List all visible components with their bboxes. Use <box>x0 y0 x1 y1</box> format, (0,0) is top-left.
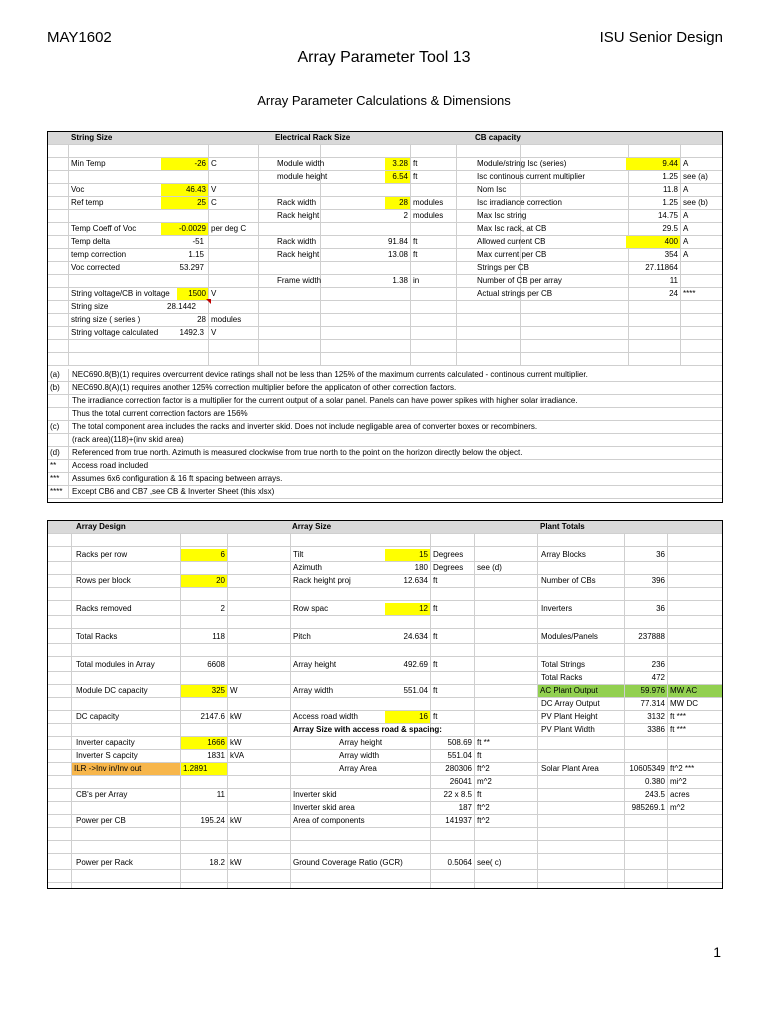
string-voltage-calc-value: 1492.3 <box>179 328 204 337</box>
plant-total-racks-label: Total Racks <box>541 673 583 682</box>
max-isc-string-value: 14.75 <box>657 211 678 220</box>
array-height-road-label: Array height <box>339 738 383 747</box>
isc-series-unit: A <box>683 159 689 168</box>
page-subtitle: Array Parameter Calculations & Dimensions <box>257 93 511 108</box>
string-voltage-cb-value[interactable]: 1500 <box>177 288 208 300</box>
pv-plant-width-label: PV Plant Width <box>541 725 595 734</box>
inverter-skid-label: Inverter skid <box>293 790 337 799</box>
inverter-capacity-unit: kW <box>230 738 242 747</box>
power-per-rack-label: Power per Rack <box>76 858 133 867</box>
temp-coeff-unit: per deg C <box>211 224 247 233</box>
nom-isc-unit: A <box>683 185 689 194</box>
voc-corrected-value: 53.297 <box>179 263 204 272</box>
note-key: (a) <box>50 370 60 379</box>
array-design-header: Array Design <box>76 522 126 531</box>
pv-plant-width-unit: ft *** <box>670 725 687 734</box>
sheet1-header-row <box>48 132 722 145</box>
inverter-skid-value: 22 x 8.5 <box>443 790 472 799</box>
pitch-value: 24.634 <box>403 632 428 641</box>
header-right: ISU Senior Design <box>599 29 723 46</box>
tilt-value[interactable]: 15 <box>385 549 430 561</box>
array-height-road-value: 508.69 <box>447 738 472 747</box>
array-height-road-unit: ft ** <box>477 738 490 747</box>
allowed-current-label: Allowed current CB <box>477 237 546 246</box>
solar-plant-area-m2-unit: m^2 <box>670 803 685 812</box>
string-size-series-unit: modules <box>211 315 242 324</box>
min-temp-label: Min Temp <box>71 159 106 168</box>
rack-width-ft-unit: ft <box>413 237 418 246</box>
min-temp-unit: C <box>211 159 217 168</box>
row-spacing-unit: ft <box>433 604 438 613</box>
actual-strings-cb-value: 24 <box>669 289 678 298</box>
ref-temp-unit: C <box>211 198 217 207</box>
note-text: The total component area includes the racks and inverter skid. Does not include negligable area of converter boxes or recombiners. <box>72 422 538 431</box>
azimuth-note: see (d) <box>477 563 502 572</box>
solar-plant-area-m2-value: 985269.1 <box>631 803 665 812</box>
gcr-note: see( c) <box>477 858 502 867</box>
isc-irradiance-label: Isc irradiance correction <box>477 198 562 207</box>
module-dc-capacity-label: Module DC capacity <box>76 686 148 695</box>
string-voltage-cb-label: String voltage/CB in voltage <box>71 289 170 298</box>
note-key: ** <box>50 461 57 470</box>
pv-plant-height-unit: ft *** <box>670 712 687 721</box>
solar-plant-area-acres-unit: acres <box>670 790 690 799</box>
note-text: Except CB6 and CB7 ,see CB & Inverter Sheet (this xlsx) <box>72 487 275 496</box>
rack-width-ft-label: Rack width <box>277 237 317 246</box>
rack-height-proj-label: Rack height proj <box>293 576 351 585</box>
dc-capacity-unit: kW <box>230 712 242 721</box>
max-isc-string-label: Max Isc string <box>477 211 527 220</box>
voc-label: Voc <box>71 185 85 194</box>
string-voltage-cb-unit: V <box>211 289 217 298</box>
voc-unit: V <box>211 185 217 194</box>
note-row <box>48 369 722 382</box>
note-text: The irradiance correction factor is a multiplier for the current output of a solar panel. Panels can have power spikes with higher solar irradiance. <box>72 396 578 405</box>
inverter-s-capacity-label: Inverter S capcity <box>76 751 138 760</box>
row-spacing-value[interactable]: 12 <box>385 603 430 615</box>
array-height-value: 492.69 <box>403 660 428 669</box>
rack-height-proj-unit: ft <box>433 576 438 585</box>
array-size-header: Array Size <box>292 522 332 531</box>
string-voltage-calc-label: String voltage calculated <box>71 328 159 337</box>
note-key: **** <box>50 487 63 496</box>
module-height-label: module height <box>277 172 328 181</box>
rack-height-ft-label: Rack height <box>277 250 320 259</box>
temp-correction-label: temp correction <box>71 250 127 259</box>
array-area-m2-value: 26041 <box>449 777 472 786</box>
total-modules-label: Total modules in Array <box>76 660 155 669</box>
inverter-s-capacity-unit: kVA <box>230 751 245 760</box>
inverters-label: Inverters <box>541 604 573 613</box>
max-current-cb-value: 354 <box>664 250 678 259</box>
total-strings-label: Total Strings <box>541 660 586 669</box>
number-of-cbs-label: Number of CBs <box>541 576 596 585</box>
temp-coeff-label: Temp Coeff of Voc <box>71 224 137 233</box>
rack-height-modules-unit: modules <box>413 211 444 220</box>
solar-plant-area-acres-value: 243.5 <box>644 790 665 799</box>
dc-array-output-value: 77.314 <box>640 699 665 708</box>
module-width-label: Module width <box>277 159 325 168</box>
isc-multiplier-note: see (a) <box>683 172 708 181</box>
total-racks-label: Total Racks <box>76 632 118 641</box>
racks-per-row-label: Racks per row <box>76 550 128 559</box>
power-per-rack-unit: kW <box>230 858 242 867</box>
access-road-width-value[interactable]: 16 <box>385 711 430 723</box>
solar-plant-area-label: Solar Plant Area <box>541 764 599 773</box>
area-of-components-unit: ft^2 <box>477 816 490 825</box>
access-road-width-label: Access road width <box>293 712 358 721</box>
isc-multiplier-label: Isc continous current multiplier <box>477 172 586 181</box>
inverter-capacity-value[interactable]: 1666 <box>181 737 227 749</box>
solar-plant-area-unit: ft^2 *** <box>670 764 695 773</box>
isc-series-value[interactable]: 9.44 <box>626 158 680 170</box>
array-width-road-value: 551.04 <box>447 751 472 760</box>
sheet2-header-row <box>48 521 722 534</box>
note-text: Access road included <box>72 461 149 470</box>
nom-isc-label: Nom Isc <box>477 185 507 194</box>
inverter-skid-area-value: 187 <box>458 803 472 812</box>
note-row <box>48 460 722 473</box>
array-blocks-value: 36 <box>656 550 665 559</box>
solar-plant-area-value: 10605349 <box>629 764 665 773</box>
voc-corrected-label: Voc corrected <box>71 263 120 272</box>
rack-width-modules-label: Rack width <box>277 198 317 207</box>
isc-irradiance-note: see (b) <box>683 198 708 207</box>
allowed-current-unit: A <box>683 237 689 246</box>
array-width-road-label: Array width <box>339 751 380 760</box>
azimuth-unit: Degrees <box>433 563 464 572</box>
gcr-value: 0.5064 <box>447 858 472 867</box>
string-size-label: String size <box>71 302 109 311</box>
power-per-cb-label: Power per CB <box>76 816 126 825</box>
plant-totals-header: Plant Totals <box>540 522 585 531</box>
temp-delta-label: Temp delta <box>71 237 111 246</box>
module-dc-capacity-value[interactable]: 325 <box>181 685 227 697</box>
note-row <box>48 473 722 486</box>
access-road-width-unit: ft <box>433 712 438 721</box>
cbs-per-array-value: 11 <box>216 790 225 799</box>
inverters-value: 36 <box>656 604 665 613</box>
pv-plant-width-value: 3386 <box>647 725 665 734</box>
array-width-unit: ft <box>433 686 438 695</box>
note-row <box>48 421 722 434</box>
power-per-rack-value: 18.2 <box>209 858 225 867</box>
nom-isc-value: 11.8 <box>663 185 678 194</box>
rack-width-ft-value: 91.84 <box>387 237 408 246</box>
note-row <box>48 408 722 421</box>
note-row <box>48 382 722 395</box>
rows-per-block-label: Rows per block <box>76 576 131 585</box>
ref-temp-value[interactable]: 25 <box>161 197 208 209</box>
array-width-value: 551.04 <box>403 686 428 695</box>
isc-multiplier-value: 1.25 <box>662 172 678 181</box>
total-racks-value: 118 <box>212 632 225 641</box>
voc-value[interactable]: 46.43 <box>161 184 208 196</box>
azimuth-label: Azimuth <box>293 563 322 572</box>
array-area-value: 280306 <box>445 764 472 773</box>
max-isc-rack-label: Max Isc rack, at CB <box>477 224 547 233</box>
ac-plant-output-label: AC Plant Output <box>538 685 624 697</box>
area-of-components-value: 141937 <box>445 816 472 825</box>
row-spacing-label: Row spac <box>293 604 329 613</box>
inverter-capacity-label: Inverter capacity <box>76 738 135 747</box>
racks-per-row-value[interactable]: 6 <box>181 549 227 561</box>
rack-width-modules-unit: modules <box>413 198 444 207</box>
note-key: (d) <box>50 448 60 457</box>
note-text: (rack area)(118)+(inv skid area) <box>72 435 184 444</box>
string-size-series-value: 28 <box>197 315 206 324</box>
array-height-label: Array height <box>293 660 337 669</box>
module-width-value[interactable]: 3.28 <box>385 158 410 170</box>
temp-correction-value: 1.15 <box>188 250 204 259</box>
note-text: Thus the total current correction factors are 156% <box>72 409 248 418</box>
note-key <box>48 408 70 420</box>
rack-width-modules-value[interactable]: 28 <box>385 197 410 209</box>
inverter-skid-unit: ft <box>477 790 482 799</box>
note-row <box>48 486 722 499</box>
module-height-unit: ft <box>413 172 418 181</box>
temp-delta-value: -51 <box>192 237 204 246</box>
inverter-s-capacity-value: 1831 <box>207 751 225 760</box>
number-of-cbs-value: 396 <box>651 576 665 585</box>
pv-plant-height-label: PV Plant Height <box>541 712 598 721</box>
page-title: Array Parameter Tool 13 <box>297 49 471 66</box>
array-width-road-unit: ft <box>477 751 482 760</box>
power-per-cb-value: 195.24 <box>200 816 225 825</box>
module-height-value[interactable]: 6.54 <box>385 171 410 183</box>
rows-per-block-value[interactable]: 20 <box>181 575 227 587</box>
array-area-label: Array Area <box>339 764 377 773</box>
cb-capacity-header: CB capacity <box>475 133 521 142</box>
racks-removed-value: 2 <box>220 604 225 613</box>
string-voltage-calc-unit: V <box>211 328 217 337</box>
ilr-value: 1.2891 <box>181 763 227 775</box>
inverter-skid-area-unit: ft^2 <box>477 803 490 812</box>
tilt-label: Tilt <box>293 550 304 559</box>
ac-plant-output-unit: MW AC <box>668 685 722 697</box>
note-row <box>48 447 722 460</box>
max-isc-rack-unit: A <box>683 224 689 233</box>
header-left: MAY1602 <box>47 29 112 46</box>
note-key: (c) <box>50 422 60 431</box>
ilr-label: ILR ->Inv in/Inv out <box>72 763 180 775</box>
array-blocks-label: Array Blocks <box>541 550 586 559</box>
array-area-m2-unit: m^2 <box>477 777 492 786</box>
rack-height-ft-unit: ft <box>413 250 418 259</box>
max-isc-string-unit: A <box>683 211 689 220</box>
pv-plant-height-value: 3132 <box>647 712 665 721</box>
total-modules-value: 6608 <box>207 660 225 669</box>
frame-width-value: 1.38 <box>392 276 408 285</box>
pitch-unit: ft <box>433 632 438 641</box>
inverter-skid-area-label: Inverter skid area <box>293 803 355 812</box>
rack-height-modules-label: Rack height <box>277 211 320 220</box>
array-area-unit: ft^2 <box>477 764 490 773</box>
modules-panels-value: 237888 <box>638 632 665 641</box>
dc-array-output-label: DC Array Output <box>541 699 600 708</box>
page-number: 1 <box>713 944 721 960</box>
max-current-cb-label: Max current per CB <box>477 250 547 259</box>
min-temp-value[interactable]: -26 <box>161 158 208 170</box>
max-isc-rack-value: 29.5 <box>662 224 678 233</box>
dc-capacity-value: 2147.6 <box>200 712 225 721</box>
notes-section <box>48 369 722 502</box>
dc-array-output-unit: MW DC <box>670 699 698 708</box>
ref-temp-label: Ref temp <box>71 198 104 207</box>
strings-per-cb-value: 27.11864 <box>645 263 678 272</box>
note-key: *** <box>50 474 60 483</box>
note-text: Assumes 6x6 configuration & 16 ft spacing between arrays. <box>72 474 283 483</box>
allowed-current-value[interactable]: 400 <box>626 236 680 248</box>
array-size-with-road-label: Array Size with access road & spacing: <box>293 725 442 734</box>
actual-strings-cb-note: **** <box>683 289 696 298</box>
note-text: NEC690.8(B)(1) requires overcurrent device ratings shall not be less than 125% of the maximum currents calculated - continous current multiplier. <box>72 370 588 379</box>
area-of-components-label: Area of components <box>293 816 365 825</box>
array-width-label: Array width <box>293 686 334 695</box>
note-text: Referenced from true north. Azimuth is measured clockwise from true north to the point on the horizon directly below the object. <box>72 448 523 457</box>
string-size-header: String Size <box>71 133 113 142</box>
cbs-per-array-label: CB's per Array <box>76 790 128 799</box>
array-height-unit: ft <box>433 660 438 669</box>
solar-plant-area-mi2-unit: mi^2 <box>670 777 687 786</box>
rack-height-modules-value: 2 <box>403 211 408 220</box>
racks-removed-label: Racks removed <box>76 604 132 613</box>
module-width-unit: ft <box>413 159 418 168</box>
rack-height-proj-value: 12.634 <box>403 576 428 585</box>
max-current-cb-unit: A <box>683 250 689 259</box>
isc-series-label: Module/string Isc (series) <box>477 159 567 168</box>
cb-per-array-label: Number of CB per array <box>477 276 562 285</box>
pitch-label: Pitch <box>293 632 311 641</box>
isc-irradiance-value: 1.25 <box>662 198 678 207</box>
ac-plant-output-value: 59.976 <box>625 685 667 697</box>
cb-per-array-value: 11 <box>669 276 678 285</box>
power-per-cb-unit: kW <box>230 816 242 825</box>
frame-width-unit: in <box>413 276 420 285</box>
total-strings-value: 236 <box>651 660 665 669</box>
note-key <box>48 395 70 407</box>
rack-height-ft-value: 13.08 <box>387 250 408 259</box>
note-row <box>48 434 722 447</box>
module-dc-capacity-unit: W <box>230 686 238 695</box>
frame-width-label: Frame width <box>277 276 322 285</box>
plant-total-racks-value: 472 <box>651 673 665 682</box>
solar-plant-area-mi2-value: 0.380 <box>644 777 665 786</box>
rack-size-header: Electrical Rack Size <box>275 133 351 142</box>
note-key: (b) <box>50 383 60 392</box>
azimuth-value: 180 <box>414 563 428 572</box>
note-row <box>48 395 722 408</box>
gcr-label: Ground Coverage Ratio (GCR) <box>293 858 403 867</box>
note-text: NEC690.8(A)(1) requires another 125% correction multiplier before the applicaton of other correction factors. <box>72 383 457 392</box>
string-size-series-label: string size ( series ) <box>71 315 141 324</box>
string-size-value: 28.1442 <box>167 302 196 311</box>
actual-strings-cb-label: Actual strings per CB <box>477 289 553 298</box>
tilt-unit: Degrees <box>433 550 464 559</box>
strings-per-cb-label: Strings per CB <box>477 263 530 272</box>
temp-coeff-value[interactable]: -0.0029 <box>161 223 208 235</box>
sheet-array-design <box>47 520 723 889</box>
modules-panels-label: Modules/Panels <box>541 632 598 641</box>
sheet-string-rack-cb <box>47 131 723 503</box>
note-key <box>48 434 70 446</box>
dc-capacity-label: DC capacity <box>76 712 120 721</box>
